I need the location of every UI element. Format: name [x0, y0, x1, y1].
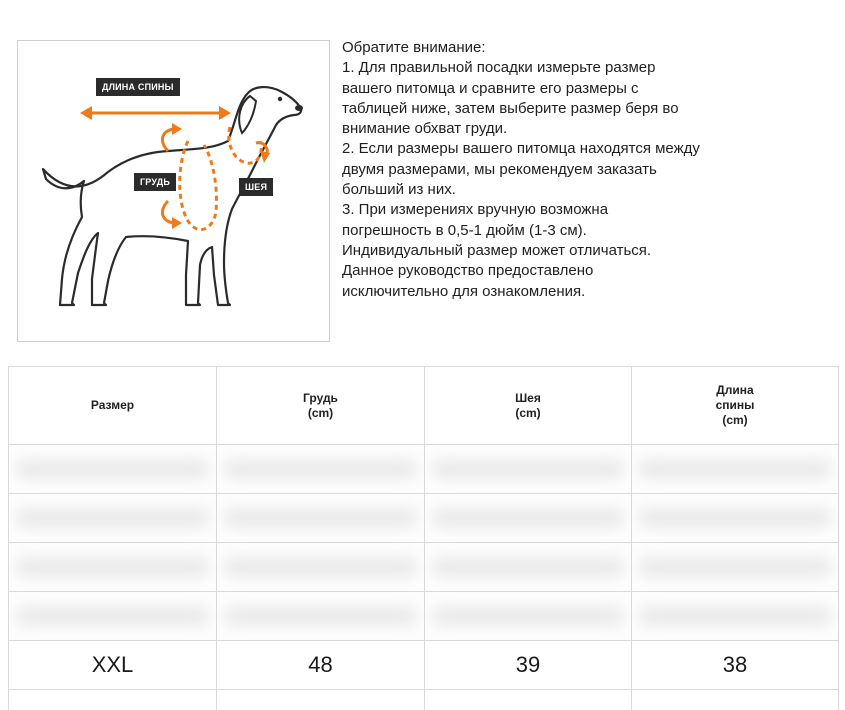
dog-measurement-diagram — [17, 40, 330, 342]
sizing-instructions — [342, 38, 842, 302]
instructions-line: вашего питомца и сравните его размеры с — [342, 79, 842, 99]
table-row-obscured — [9, 494, 839, 543]
header-neck: Шея (cm) — [425, 367, 632, 445]
instructions-line: 3. При измерениях вручную возможна — [342, 200, 842, 220]
cell-back-length: 38 — [632, 641, 839, 690]
cell-chest: 48 — [217, 641, 425, 690]
instructions-line: внимание обхват груди. — [342, 119, 842, 139]
table-header-row — [9, 367, 839, 445]
table-row-obscured — [9, 543, 839, 592]
table-row — [9, 641, 839, 690]
back-length-label: ДЛИНА СПИНЫ — [96, 78, 180, 96]
header-back-length: Длина спины (cm) — [632, 367, 839, 445]
instructions-line: двумя размерами, мы рекомендуем заказать — [342, 160, 842, 180]
instructions-line: Данное руководство предоставлено — [342, 261, 842, 281]
instructions-line: Индивидуальный размер может отличаться. — [342, 241, 842, 261]
cell-neck: 39 — [425, 641, 632, 690]
instructions-line: 1. Для правильной посадки измерьте размер — [342, 58, 842, 78]
instructions-line: 2. Если размеры вашего питомца находятся между — [342, 139, 842, 159]
instructions-line: больший из них. — [342, 180, 842, 200]
cell-size: XXL — [9, 641, 217, 690]
instructions-line: таблицей ниже, затем выберите размер беря во — [342, 99, 842, 119]
table-row-obscured — [9, 445, 839, 494]
neck-label: ШЕЯ — [239, 178, 273, 196]
instructions-line: исключительно для ознакомления. — [342, 282, 842, 302]
instructions-line: Обратите внимание: — [342, 38, 842, 58]
table-row-obscured — [9, 592, 839, 641]
header-size: Размер — [9, 367, 217, 445]
header-chest: Грудь (cm) — [217, 367, 425, 445]
instructions-line: погрешность в 0,5-1 дюйм (1-3 см). — [342, 221, 842, 241]
chest-label: ГРУДЬ — [134, 173, 176, 191]
size-chart-table — [8, 366, 839, 710]
